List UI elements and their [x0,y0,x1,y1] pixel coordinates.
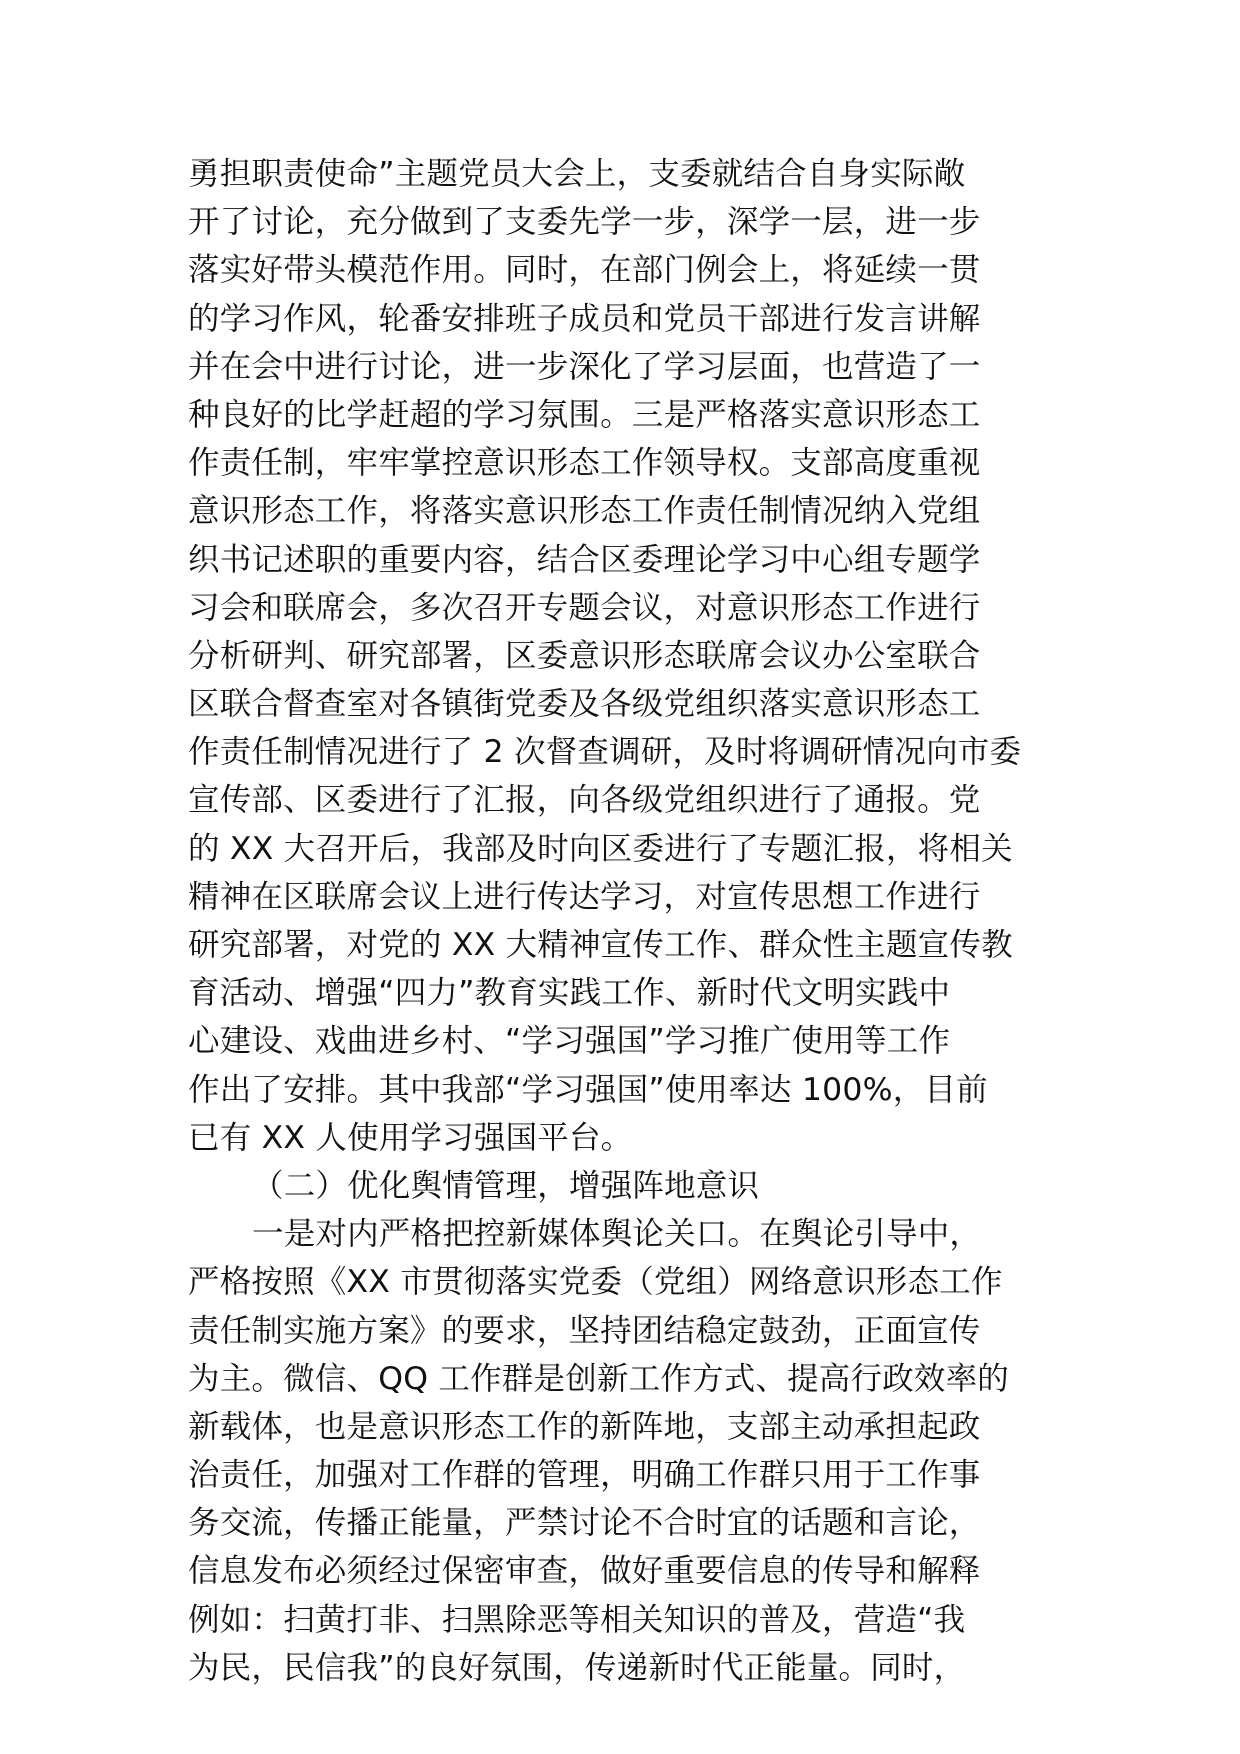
text-line: 区联合督查室对各镇街党委及各级党组织落实意识形态工 [188,686,981,723]
text-line: 研究部署，对党的 XX 大精神宣传工作、群众性主题宣传教 [188,927,1013,963]
text-line: 育活动、增强“四力”教育实践工作、新时代文明实践中 [188,975,951,1012]
text-line: 习会和联席会，多次召开专题会议，对意识形态工作进行 [188,589,981,626]
text-line: 种良好的比学赶超的学习氛围。三是严格落实意识形态工 [188,396,981,433]
text-line: 的 XX 大召开后，我部及时向区委进行了专题汇报，将相关 [188,830,1013,867]
text-line: 新载体，也是意识形态工作的新阵地，支部主动承担起政 [188,1408,981,1445]
text-line: 宣传部、区委进行了汇报，向各级党组织进行了通报。党 [188,782,981,819]
text-line: 开了讨论，充分做到了支委先学一步，深学一层，进一步 [188,204,981,241]
text-line: 治责任，加强对工作群的管理，明确工作群只用于工作事 [188,1457,981,1494]
text-line: 作责任制，牢牢掌控意识形态工作领导权。支部高度重视 [188,445,981,482]
body-text [188,150,1068,1692]
text-line: 并在会中进行讨论，进一步深化了学习层面，也营造了一 [188,348,981,385]
paragraph-first-line: 一是对内严格把控新媒体舆论关口。在舆论引导中， [252,1216,982,1253]
section-heading: （二）优化舆情管理，增强阵地意识 [252,1167,760,1204]
text-line: 例如：扫黄打非、扫黑除恶等相关知识的普及，营造“我 [188,1601,966,1638]
text-line: 精神在区联席会议上进行传达学习，对宣传思想工作进行 [188,878,981,915]
text-line: 落实好带头模范作用。同时，在部门例会上，将延续一贯 [188,252,981,289]
text-line: 分析研判、研究部署，区委意识形态联席会议办公室联合 [188,637,981,674]
text-line: 严格按照《XX 市贯彻落实党委（党组）网络意识形态工作 [188,1264,1003,1301]
text-line: 信息发布必须经过保密审查，做好重要信息的传导和解释 [188,1553,981,1590]
text-line: 责任制实施方案》的要求，坚持团结稳定鼓劲，正面宣传 [188,1312,981,1349]
text-line: 作责任制情况进行了 2 次督查调研，及时将调研情况向市委 [188,734,1022,771]
text-line: 作出了安排。其中我部“学习强国”使用率达 100%，目前 [188,1071,988,1108]
text-line: 意识形态工作，将落实意识形态工作责任制情况纳入党组 [188,493,981,530]
text-line: 织书记述职的重要内容，结合区委理论学习中心组专题学 [188,541,981,578]
text-line: 的学习作风，轮番安排班子成员和党员干部进行发言讲解 [188,300,981,337]
text-line: 心建设、戏曲进乡村、“学习强国”学习推广使用等工作 [188,1023,951,1060]
text-line: 已有 XX 人使用学习强国平台。 [188,1119,633,1156]
text-line: 勇担职责使命”主题党员大会上，支委就结合自身实际敞 [188,156,966,192]
text-line: 务交流，传播正能量，严禁讨论不合时宜的话题和言论， [188,1505,981,1542]
text-line: 为民，民信我”的良好氛围，传递新时代正能量。同时， [188,1649,966,1686]
text-line: 为主。微信、QQ 工作群是创新工作方式、提高行政效率的 [188,1360,1010,1397]
